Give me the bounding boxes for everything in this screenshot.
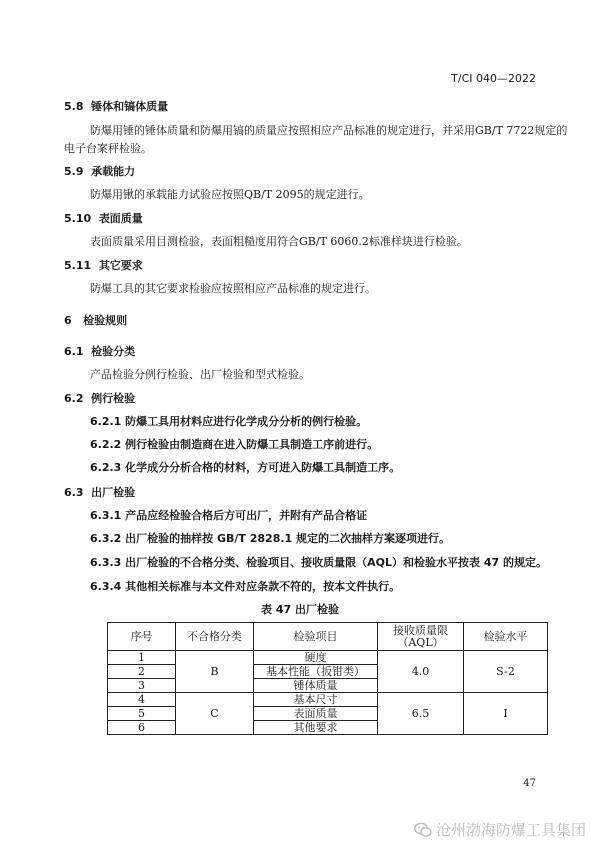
- clause-6-2-1: 6.2.1 防爆工具用材料应进行化学成分分析的例行检验。: [90, 415, 368, 428]
- cell-no: 5: [108, 707, 176, 721]
- section-5-9-heading: [64, 163, 135, 179]
- section-number: 6.1: [64, 345, 84, 358]
- cell-level: S-2: [464, 651, 548, 693]
- header-level: 检验水平: [464, 623, 548, 651]
- cell-category: C: [176, 693, 254, 735]
- header-item: 检验项目: [254, 623, 378, 651]
- clause-6-3-1: 6.3.1 产品应经检验合格后方可出厂，并附有产品合格证: [90, 509, 368, 522]
- section-5-8-heading: [64, 98, 168, 114]
- table-caption: 表 47 出厂检验: [261, 603, 339, 616]
- section-number: 5.9: [64, 165, 84, 178]
- cell-level: I: [464, 693, 548, 735]
- section-title: 表面质量: [98, 212, 143, 225]
- section-title: 出厂检验: [91, 486, 136, 499]
- chapter-title: 检验规则: [83, 314, 128, 327]
- header-aql-line2: （AQL）: [397, 635, 444, 649]
- cell-no: 6: [108, 721, 176, 735]
- section-title: 例行检验: [91, 392, 136, 405]
- section-number: 5.11: [64, 259, 92, 272]
- cell-item: 基本性能（扳钳类）: [254, 665, 378, 679]
- section-6-1-heading: [64, 343, 135, 359]
- section-title: 锤体和镐体质量: [91, 100, 169, 113]
- cell-aql: 4.0: [378, 651, 464, 693]
- header-no: 序号: [108, 623, 176, 651]
- section-number: 6.3: [64, 486, 84, 499]
- clause-6-2-3: 6.2.3 化学成分分析合格的材料，方可进入防爆工具制造工序。: [90, 461, 401, 474]
- chapter-6-heading: [64, 312, 127, 328]
- clause-6-3-3: 6.3.3 出厂检验的不合格分类、检验项目、接收质量限（AQL）和检验水平按表 47 的规定。: [90, 556, 547, 569]
- page-number: 47: [523, 778, 536, 789]
- section-5-8-text-line2: 电子台案秤检验。: [64, 142, 152, 155]
- section-5-11-text: 防爆工具的其它要求检验应按照相应产品标准的规定进行。: [90, 282, 376, 295]
- document-code: T/CI 040—2022: [451, 72, 536, 85]
- clause-6-3-4: 6.3.4 其他相关标准与本文件对应条款不符的，按本文件执行。: [90, 580, 401, 593]
- watermark-text: 沧州渤海防爆工具集团: [435, 821, 586, 839]
- section-6-1-text: 产品检验分例行检验、出厂检验和型式检验。: [90, 368, 310, 381]
- cell-no: 2: [108, 665, 176, 679]
- header-category: 不合格分类: [176, 623, 254, 651]
- watermark: [414, 819, 586, 840]
- section-6-2-heading: [64, 390, 135, 406]
- cell-category: B: [176, 651, 254, 693]
- clause-6-2-2: 6.2.2 例行检验由制造商在进入防爆工具制造工序前进行。: [90, 438, 379, 451]
- section-5-9-text: 防爆用锹的承载能力试验应按照QB/T 2095的规定进行。: [90, 188, 370, 201]
- table-row: [108, 693, 548, 707]
- section-5-8-text-line1: 防爆用锤的锤体质量和防爆用镐的质量应按照相应产品标准的规定进行，并采用GB/T 7722规定的: [90, 124, 568, 137]
- inspection-table: [107, 622, 548, 735]
- table-header-row: [108, 623, 548, 651]
- section-title: 检验分类: [91, 345, 136, 358]
- cell-no: 3: [108, 679, 176, 693]
- section-5-11-heading: [64, 257, 143, 273]
- cell-item: 锤体质量: [254, 679, 378, 693]
- cell-aql: 6.5: [378, 693, 464, 735]
- section-number: 5.8: [64, 100, 84, 113]
- section-number: 6.2: [64, 392, 84, 405]
- cell-item: 其他要求: [254, 721, 378, 735]
- cell-no: 4: [108, 693, 176, 707]
- table-row: [108, 651, 548, 665]
- cell-no: 1: [108, 651, 176, 665]
- header-aql-line1: 接收质量限: [393, 623, 448, 637]
- section-number: 5.10: [64, 212, 92, 225]
- wechat-icon: [414, 822, 432, 838]
- header-aql: [378, 623, 464, 651]
- cell-item: 基本尺寸: [254, 693, 378, 707]
- chapter-number: 6: [64, 314, 72, 327]
- cell-item: 硬度: [254, 651, 378, 665]
- clause-6-3-2: 6.3.2 出厂检验的抽样按 GB/T 2828.1 规定的二次抽样方案逐项进行。: [90, 532, 451, 545]
- cell-item: 表面质量: [254, 707, 378, 721]
- section-title: 其它要求: [98, 259, 143, 272]
- section-title: 承载能力: [91, 165, 136, 178]
- section-6-3-heading: [64, 484, 135, 500]
- section-5-10-text: 表面质量采用目测检验，表面粗糙度用符合GB/T 6060.2标准样块进行检验。: [90, 235, 468, 248]
- section-5-10-heading: [64, 210, 143, 226]
